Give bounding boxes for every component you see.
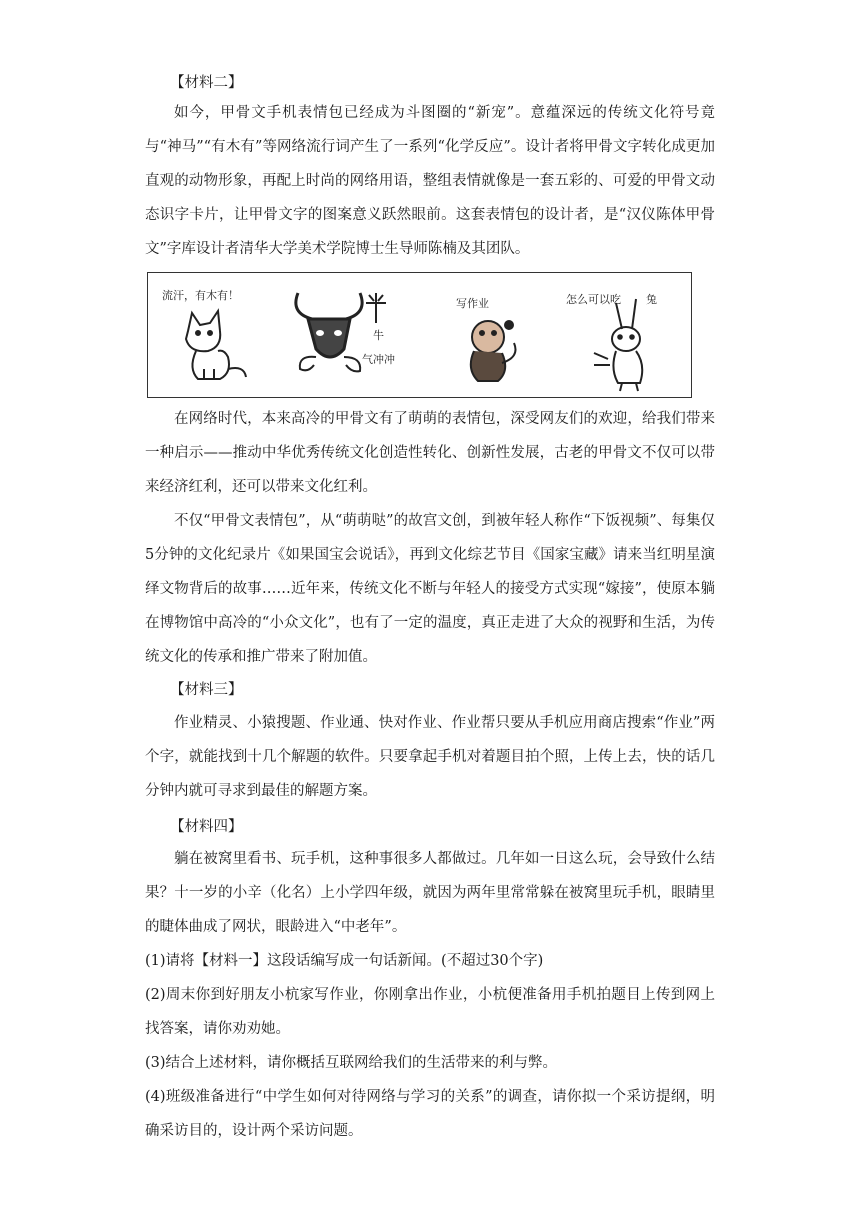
material2-paragraph-3: 不仅“甲骨文表情包”，从“萌萌哒”的故宫文创，到被年轻人称作“下饭视频”、每集仅5分钟的文化纪录片《如果国宝会说话》，再到文化综艺节目《国家宝藏》请来当红明星演绎文物背后的故事……近年来，传统文化不断与年轻人的接受方式实现“嫁接”，使原本躺在博物馆中高冷的“小众文化”，也有了一定的温度，真正走进了大众的视野和生活，为传统文化的传承和推广带来了附加值。: [145, 513, 715, 665]
material2-heading: 【材料二】: [170, 75, 243, 91]
material3-heading: 【材料三】: [170, 682, 243, 698]
monkey-caption: 写作业: [456, 297, 489, 310]
ox-char-caption: 牛: [373, 329, 384, 342]
cat-caption: 流汗，有木有！: [162, 289, 239, 302]
question-1: (1)请将【材料一】这段话编写成一句话新闻。(不超过30个字): [145, 953, 544, 969]
question-2: (2)周末你到好朋友小杭家写作业，你刚拿出作业，小杭便准备用手机拍题目上传到网上找答案，请你劝劝她。: [145, 987, 715, 1037]
material2-paragraph-1: 如今，甲骨文手机表情包已经成为斗图圈的“新宠”。意蕴深远的传统文化符号竟与“神马”“有木有”等网络流行词产生了一系列“化学反应”。设计者将甲骨文字转化成更加直观的动物形象，再配上时尚的网络用语，整组表情就像是一套五彩的、可爱的甲骨文动态识字卡片，让甲骨文字的图案意义跃然眼前。这套表情包的设计者，是“汉仪陈体甲骨文”字库设计者清华大学美术学院博士生导师陈楠及其团队。: [145, 105, 715, 257]
ox-caption: 气冲冲: [362, 353, 395, 366]
rabbit-char-caption: 兔: [646, 293, 657, 306]
material4-heading: 【材料四】: [170, 819, 243, 835]
material2-paragraph-2: 在网络时代，本来高冷的甲骨文有了萌萌的表情包，深受网友们的欢迎，给我们带来一种启示——推动中华优秀传统文化创造性转化、创新性发展，古老的甲骨文不仅可以带来经济红利，还可以带来文化红利。: [145, 411, 715, 495]
material4-paragraph: 躺在被窝里看书、玩手机，这种事很多人都做过。几年如一日这么玩，会导致什么结果？十一岁的小辛（化名）上小学四年级，就因为两年里常常躲在被窝里玩手机，眼睛里的睫体曲成了网状，眼龄进入“中老年”。: [145, 851, 715, 935]
monkey-emoji: [456, 296, 516, 381]
question-4: (4)班级准备进行“中学生如何对待网络与学习的关系”的调查，请你拟一个采访提纲，明确采访目的，设计两个采访问题。: [145, 1089, 715, 1139]
cat-emoji: [162, 288, 246, 379]
question-3: (3)结合上述材料，请你概括互联网给我们的生活带来的利与弊。: [145, 1055, 558, 1071]
rabbit-emoji: [566, 292, 657, 391]
ox-emoji: [296, 293, 395, 371]
rabbit-caption: 怎么可以吃: [566, 293, 621, 306]
oracle-emoji-figure: [147, 272, 692, 398]
oracle-emoji-illustration: [148, 273, 691, 397]
material3-paragraph: 作业精灵、小猿搜题、作业通、快对作业、作业帮只要从手机应用商店搜索“作业”两个字，就能找到十几个解题的软件。只要拿起手机对着题目拍个照，上传上去，快的话几分钟内就可寻求到最佳的解题方案。: [145, 715, 715, 799]
